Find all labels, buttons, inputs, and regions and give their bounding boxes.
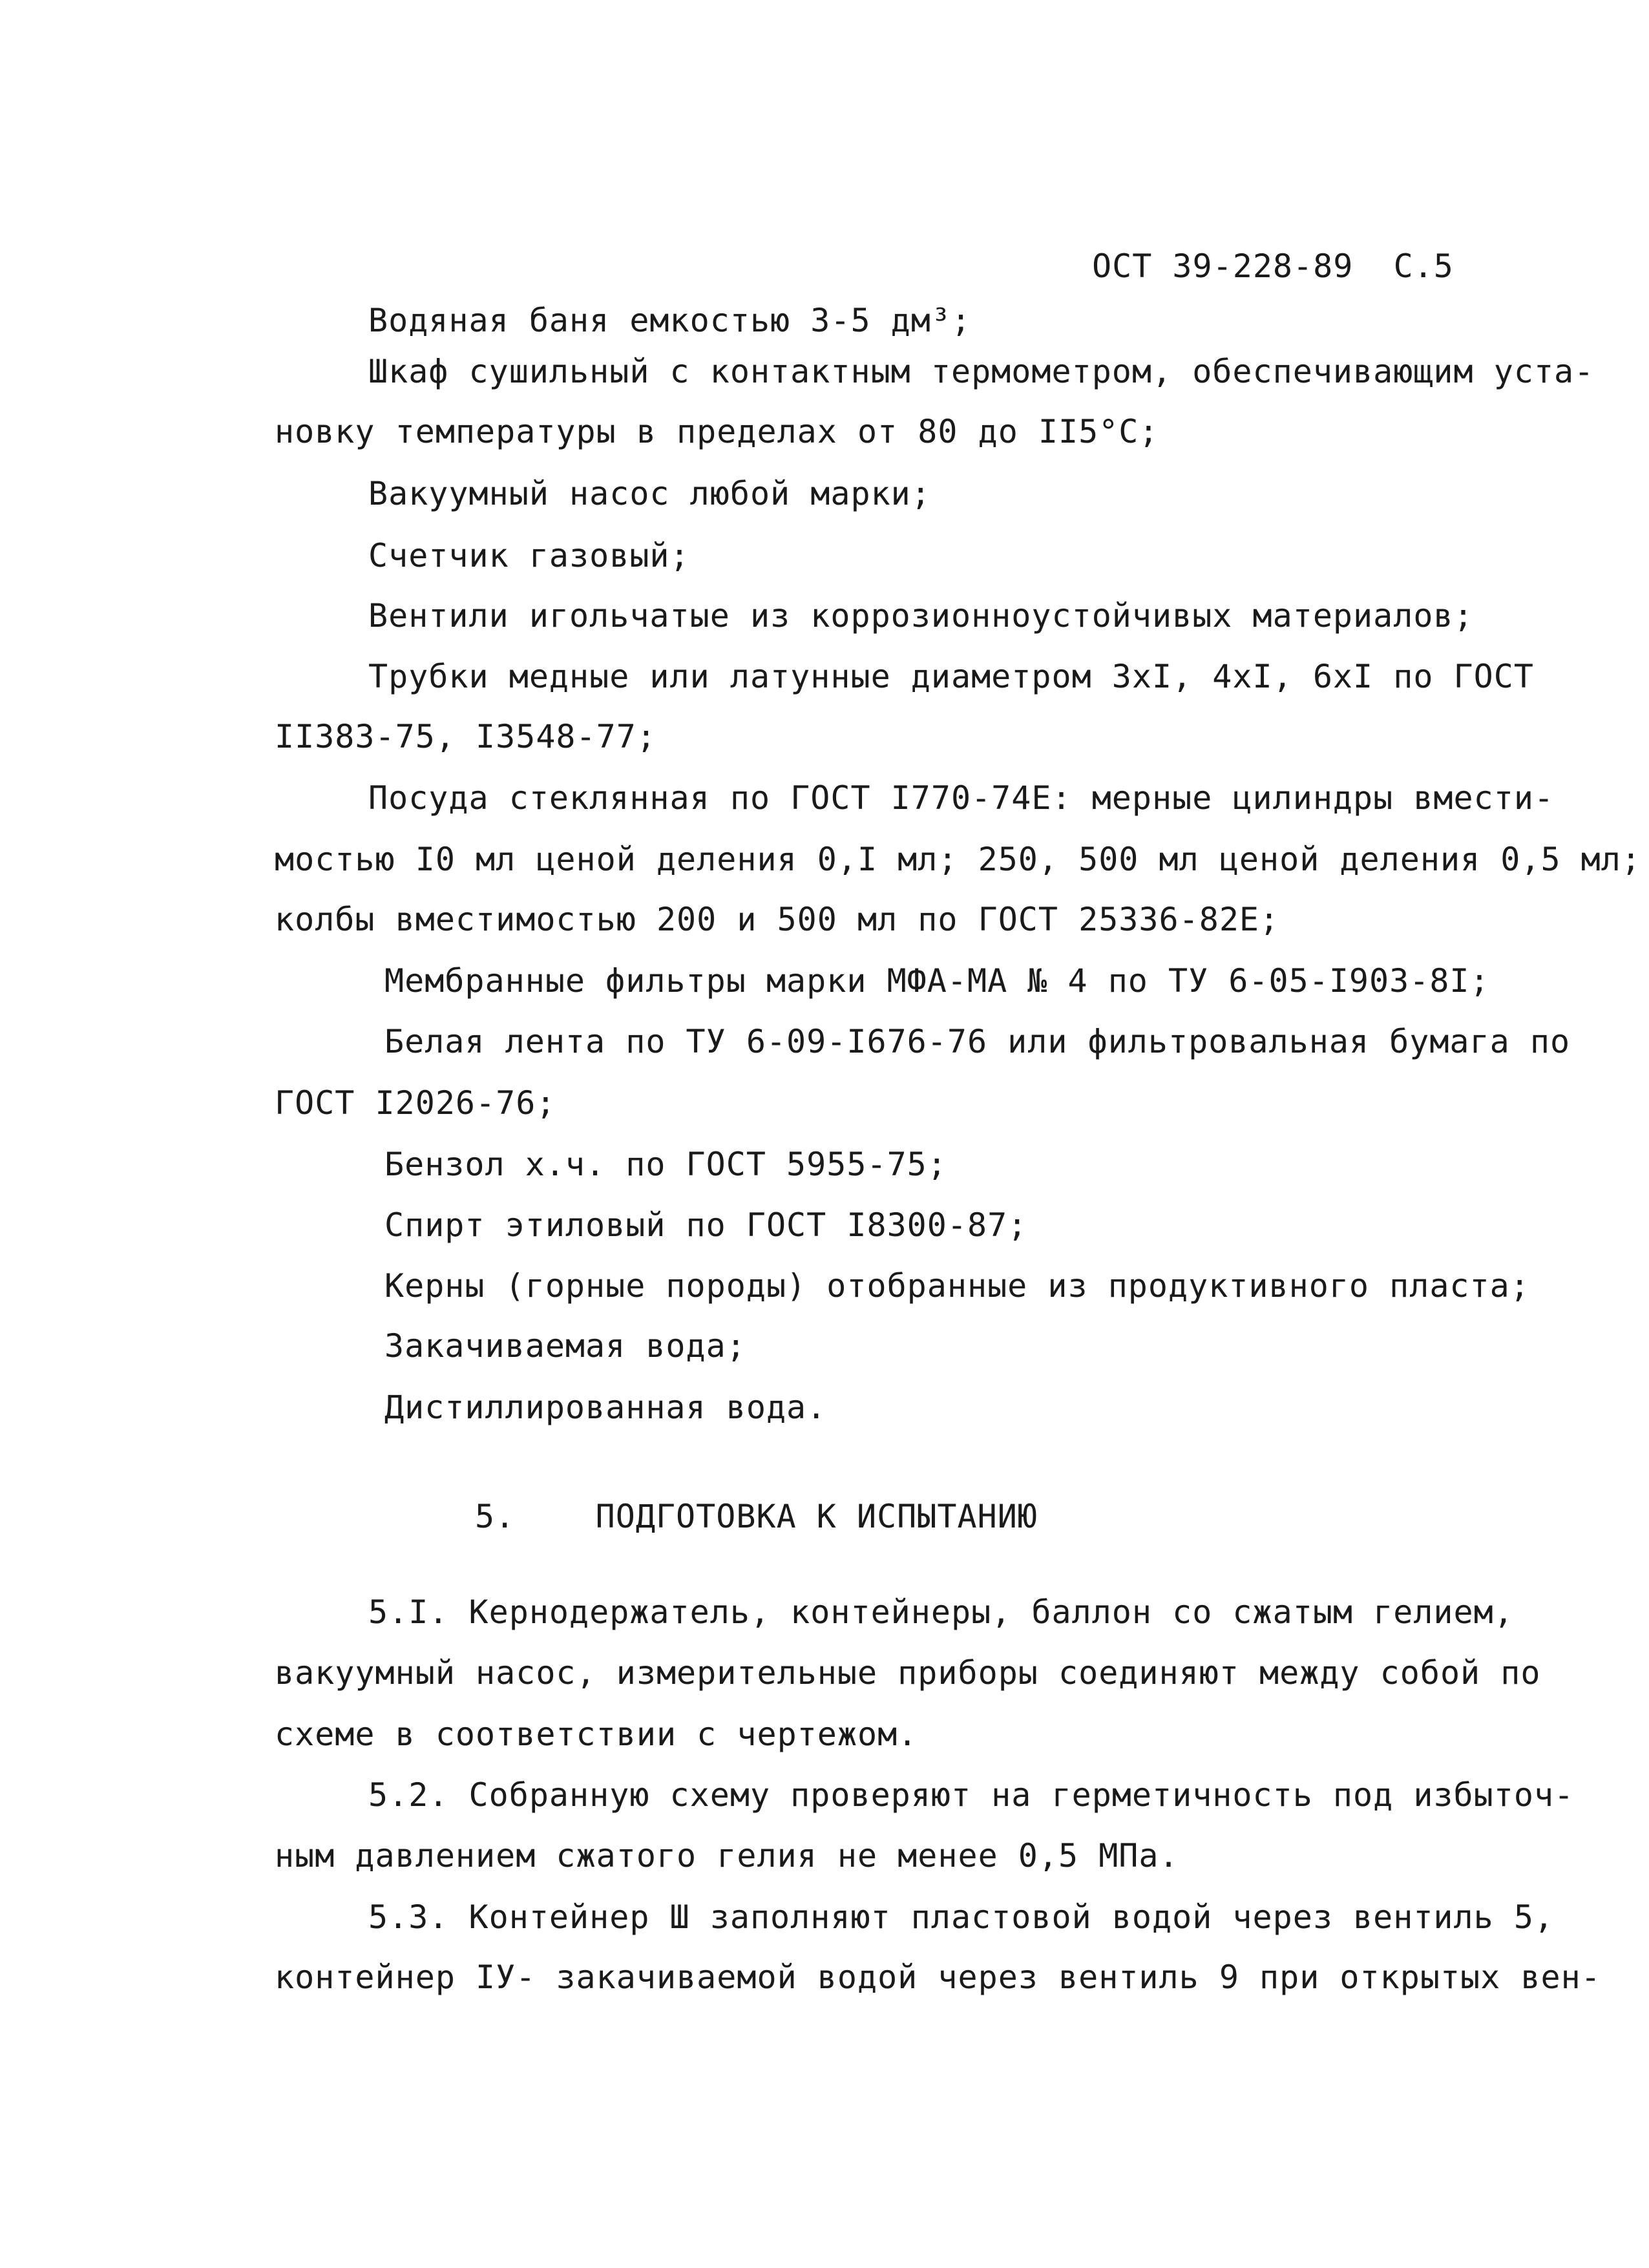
equipment-list-line: Вакуумный насос любой марки; (368, 475, 931, 512)
paragraph-line: ным давлением сжатого гелия не менее 0,5 МПа. (275, 1837, 1179, 1874)
paragraph-line: 5.I. Кернодержатель, контейнеры, баллон со сжатым гелием, (368, 1593, 1514, 1631)
section-number: 5. (475, 1498, 516, 1535)
equipment-list-line: Дистиллированная вода. (384, 1389, 827, 1426)
equipment-list-line: Трубки медные или латунные диаметром 3хI, 4хI, 6хI по ГОСТ (368, 658, 1534, 695)
equipment-list-line: новку температуры в пределах от 80 до II5°С; (275, 413, 1159, 450)
paragraph-line: вакуумный насос, измерительные приборы соединяют между собой по (275, 1654, 1541, 1692)
equipment-list-line: мостью I0 мл ценой деления 0,I мл; 250, 500 мл ценой деления 0,5 мл; (275, 841, 1641, 878)
equipment-list-line: ГОСТ I2026-76; (275, 1084, 556, 1122)
equipment-list-line: II383-75, I3548-77; (275, 718, 656, 755)
equipment-list-line: колбы вместимостью 200 и 500 мл по ГОСТ 25336-82Е; (275, 901, 1280, 938)
paragraph-line: 5.2. Собранную схему проверяют на герметичность под избыточ- (368, 1776, 1575, 1814)
equipment-list-line: Керны (горные породы) отобранные из продуктивного пласта; (384, 1267, 1530, 1305)
equipment-list-line: Водяная баня емкостью 3-5 дм³; (368, 302, 972, 339)
equipment-list-line: Закачиваемая вода; (384, 1327, 746, 1365)
section-heading (475, 1497, 1038, 1536)
equipment-list-line: Спирт этиловый по ГОСТ I8300-87; (384, 1206, 1028, 1244)
page-header (1092, 247, 1454, 286)
paragraph-line: контейнер IУ- закачиваемой водой через вентиль 9 при открытых вен- (275, 1958, 1601, 1996)
equipment-list-line: Мембранные фильтры марки МФА-МА № 4 по ТУ 6-05-I903-8I; (384, 962, 1490, 1000)
equipment-list-line: Бензол х.ч. по ГОСТ 5955-75; (384, 1146, 947, 1183)
page-number: С.5 (1393, 247, 1454, 285)
paragraph-line: схеме в соответствии с чертежом. (275, 1716, 918, 1753)
document-code: ОСТ 39-228-89 (1092, 247, 1354, 285)
equipment-list-line: Посуда стеклянная по ГОСТ I770-74Е: мерные цилиндры вмести- (368, 779, 1555, 817)
equipment-list-line: Шкаф сушильный с контактным термометром, обеспечивающим уста- (368, 353, 1595, 390)
section-title: ПОДГОТОВКА К ИСПЫТАНИЮ (595, 1498, 1038, 1535)
equipment-list-line: Вентили игольчатые из коррозионноустойчивых материалов; (368, 597, 1474, 635)
paragraph-line: 5.3. Контейнер Ш заполняют пластовой водой через вентиль 5, (368, 1898, 1555, 1936)
equipment-list-line: Белая лента по ТУ 6-09-I676-76 или фильтровальная бумага по (384, 1023, 1571, 1060)
equipment-list-line: Счетчик газовый; (368, 537, 690, 574)
